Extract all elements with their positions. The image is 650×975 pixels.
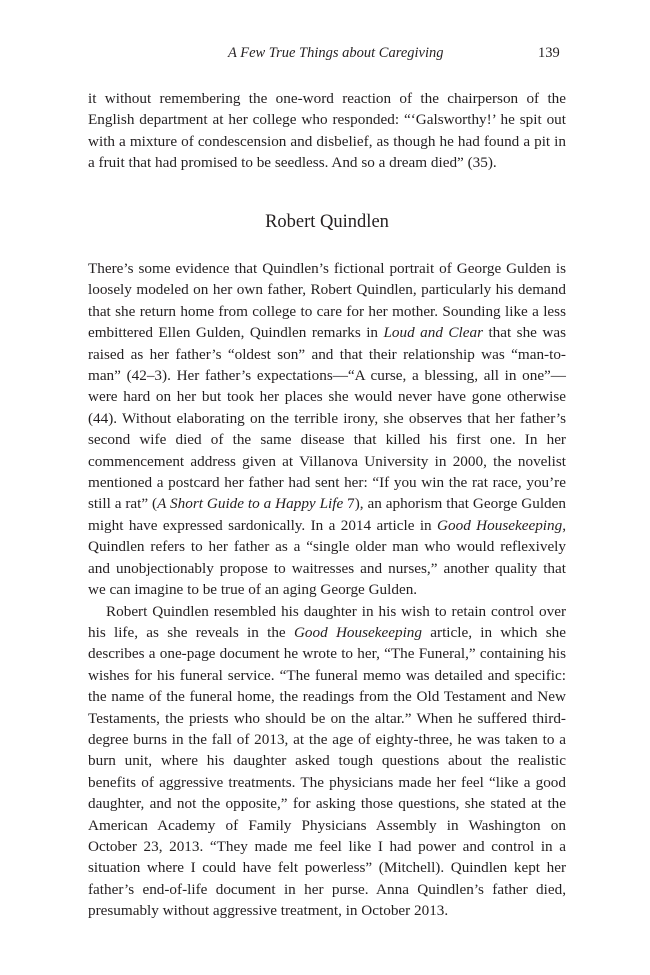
p1-text-e: 7), an aphorism that George Gulden might have expressed sardonically. In a 2014 article in xyxy=(88,495,566,534)
continuation-paragraph xyxy=(88,88,566,174)
running-head: A Few True Things about Caregiving xyxy=(228,45,444,61)
section-body xyxy=(88,258,566,922)
p2-magazine-title: Good Housekeeping xyxy=(293,623,422,641)
section-heading: Robert Quindlen xyxy=(265,212,389,232)
body-paragraph-2 xyxy=(88,601,566,922)
page-number: 139 xyxy=(538,45,560,61)
p1-book-title-loud-and-clear: Loud and Clear xyxy=(383,324,483,342)
body-paragraph-1 xyxy=(88,258,566,601)
p2-text-c: article, in which she describes a one-page document he wrote to her, “The Funeral,” containing his wishes for his funeral service. “The funeral memo was detailed and specific: the name of the funeral home, the readings from the Old Testament and New Testaments, the priests who should be on the altar.” When he suffered third-degree burns in the fall of 2013, at the age of eighty-three, he was taken to a burn unit, where his daughter asked tough questions about the realistic benefits of aggressive treatments. The physicians made her feel “like a good daughter, and not the opposite,” for asking those questions, she stated at the American Academy of Family Physicians Assembly in Washington on October 23, 2013. “They made me feel like I had power and control in a situation where I could have felt powerless” (Mitchell). Quindlen kept her father’s end-of-life document in her purse. Anna Quindlen’s father died, presumably without aggressive treatment, in October 2013. xyxy=(88,623,566,920)
p1-text-a: There’s some evidence that Quindlen’s fictional portrait of George Gulden is loosely modeled on her own father, Robert Quindlen, particularly his demand that she return home from college to care for her mother. Sounding like a less embittered Ellen Gulden, Quindlen remarks in xyxy=(88,260,566,342)
continuation-text: it without remembering the one-word reaction of the chairperson of the English department at her college who responded: “‘Galsworthy!’ he spit out with a mixture of condescension and disbelief, as though he had found a pit in a fruit that had promised to be seedless. And so a dream died” (35). xyxy=(88,90,566,172)
p1-text-c: that she was raised as her father’s “oldest son” and that their relationship was “man-to-man” (42–3). Her father’s expectations—“A curse, a blessing, all in one”—were hard on her but took her places she would never have gone otherwise (44). Without elaborating on the terrible irony, she observes that her father’s second wife died of the same disease that killed his first one. In her commencement address given at Villanova University in 2000, the novelist mentioned a postcard her father had sent her: “If you win the rat race, you’re still a rat” ( xyxy=(88,324,567,513)
p2-text-a: Robert Quindlen resembled his daughter in his wish to retain control over his life, as she reveals in the xyxy=(88,602,566,641)
p1-book-title-short-guide: A Short Guide to a Happy Life xyxy=(157,495,344,513)
p1-magazine-title: Good Housekeeping xyxy=(437,516,563,534)
p1-text-g: , Quindlen refers to her father as a “single older man who would reflexively and unobjectionably propose to waitresses and nurses,” another quality that we can imagine to be true of an aging George Gulden. xyxy=(88,516,567,599)
